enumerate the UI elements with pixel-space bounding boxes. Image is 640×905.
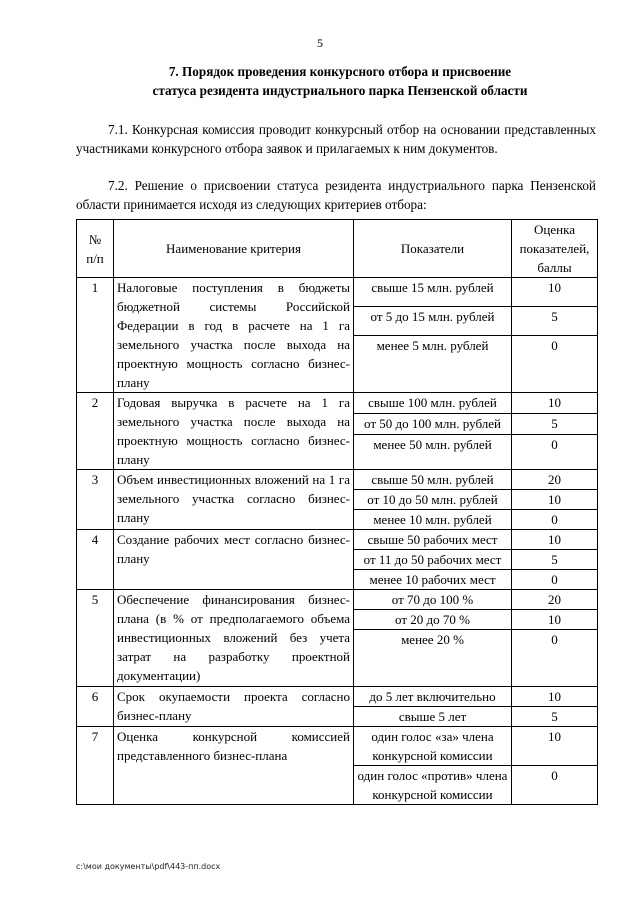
criterion-name: Срок окупаемости проекта согласно бизнес-плану [114, 687, 354, 727]
row-number: 2 [77, 393, 114, 470]
criterion-name: Годовая выручка в расчете на 1 га земельного участка после выхода на проектную мощность согласно бизнес-плану [114, 393, 354, 470]
score: 20 [512, 470, 598, 490]
table-row [77, 530, 598, 550]
row-number: 4 [77, 530, 114, 590]
score: 10 [512, 530, 598, 550]
indicator: один голос «против» члена конкурсной комиссии [354, 766, 512, 805]
page-number: 5 [317, 36, 323, 50]
footer-file-path: c:\мои документы\pdf\443-пп.docx [76, 862, 221, 871]
indicator: от 10 до 50 млн. рублей [354, 490, 512, 510]
criterion-name: Налоговые поступления в бюджеты бюджетной системы Российской Федерации в год в расчете на 1 га земельного участка после выхода на проектную мощность согласно бизнес-плану [114, 278, 354, 393]
score: 0 [512, 435, 598, 470]
row-number: 3 [77, 470, 114, 530]
header-score: Оценка показателей, баллы [512, 220, 598, 278]
score: 10 [512, 687, 598, 707]
score: 0 [512, 630, 598, 687]
indicator: от 11 до 50 рабочих мест [354, 550, 512, 570]
section-heading [80, 62, 600, 100]
indicator: от 70 до 100 % [354, 590, 512, 610]
table-row [77, 687, 598, 707]
score: 0 [512, 570, 598, 590]
row-number: 6 [77, 687, 114, 727]
indicator: менее 20 % [354, 630, 512, 687]
criterion-name: Создание рабочих мест согласно бизнес-плану [114, 530, 354, 590]
score: 5 [512, 414, 598, 435]
indicator: свыше 5 лет [354, 707, 512, 727]
row-number: 7 [77, 727, 114, 805]
paragraph-7-1: 7.1. Конкурсная комиссия проводит конкурсный отбор на основании представленных участниками конкурсного отбора заявок и прилагаемых к ним документов. [76, 122, 596, 156]
score: 0 [512, 510, 598, 530]
score: 10 [512, 610, 598, 630]
indicator: до 5 лет включительно [354, 687, 512, 707]
score: 5 [512, 550, 598, 570]
score: 0 [512, 336, 598, 393]
table-row [77, 727, 598, 766]
score: 10 [512, 490, 598, 510]
indicator: от 50 до 100 млн. рублей [354, 414, 512, 435]
table-row [77, 278, 598, 307]
score: 10 [512, 278, 598, 307]
indicator: от 5 до 15 млн. рублей [354, 307, 512, 336]
score: 10 [512, 727, 598, 766]
indicator: свыше 100 млн. рублей [354, 393, 512, 414]
indicator: менее 5 млн. рублей [354, 336, 512, 393]
header-number: № п/п [77, 220, 114, 278]
score: 10 [512, 393, 598, 414]
section-heading-line-1: 7. Порядок проведения конкурсного отбора и присвоение [168, 64, 512, 79]
criteria-table [76, 219, 598, 805]
indicator: свыше 50 рабочих мест [354, 530, 512, 550]
criterion-name: Объем инвестиционных вложений на 1 га земельного участка согласно бизнес-плану [114, 470, 354, 530]
table-row [77, 470, 598, 490]
score: 5 [512, 307, 598, 336]
paragraph-7-2: 7.2. Решение о присвоении статуса резидента индустриального парка Пензенской области принимается исходя из следующих критериев отбора: [76, 178, 596, 212]
criterion-name: Оценка конкурсной комиссией представленного бизнес-плана [114, 727, 354, 805]
table-row [77, 590, 598, 610]
header-indicators: Показатели [354, 220, 512, 278]
score: 20 [512, 590, 598, 610]
criterion-name: Обеспечение финансирования бизнес-плана (в % от предполагаемого объема инвестиционных вложений без учета затрат на разработку проектной документации) [114, 590, 354, 687]
row-number: 1 [77, 278, 114, 393]
row-number: 5 [77, 590, 114, 687]
indicator: свыше 50 млн. рублей [354, 470, 512, 490]
indicator: один голос «за» члена конкурсной комиссии [354, 727, 512, 766]
table-header-row [77, 220, 598, 278]
score: 5 [512, 707, 598, 727]
indicator: менее 10 рабочих мест [354, 570, 512, 590]
header-criterion-name: Наименование критерия [114, 220, 354, 278]
section-heading-line-2: статуса резидента индустриального парка Пензенской области [152, 83, 528, 98]
indicator: от 20 до 70 % [354, 610, 512, 630]
indicator: менее 50 млн. рублей [354, 435, 512, 470]
indicator: менее 10 млн. рублей [354, 510, 512, 530]
table-row [77, 393, 598, 414]
score: 0 [512, 766, 598, 805]
indicator: свыше 15 млн. рублей [354, 278, 512, 307]
